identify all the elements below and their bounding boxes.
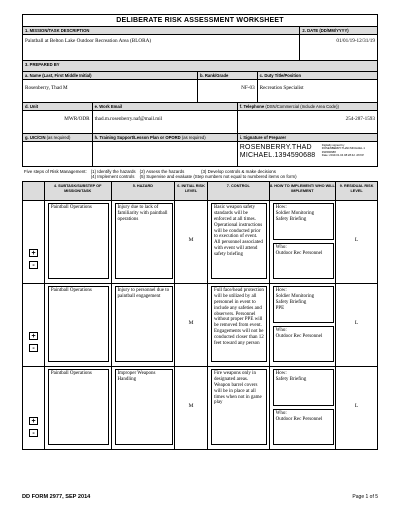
initial-risk-select[interactable]: M (188, 403, 194, 410)
duty-title-field (258, 72, 377, 102)
who-input[interactable]: Who: Outdoor Rec Personnel (273, 326, 334, 362)
five-steps-legend (22, 167, 378, 181)
step-5: (5) Supervise and evaluate (139, 174, 193, 180)
residual-risk-select[interactable]: L (354, 237, 359, 244)
signature-detail-4: Date: 2019.01.04 08:28:42 -06'00' (321, 153, 364, 158)
rank-label: b. Rank/Grade (198, 72, 257, 80)
unit-label: d. Unit (23, 103, 92, 111)
add-row-button[interactable]: + (29, 332, 38, 340)
name-label: a. Name (Last, First Middle Initial) (23, 72, 197, 80)
table-row (22, 367, 378, 450)
header-hazard: 5. HAZARD (112, 182, 176, 200)
uic-label: g. UIC/CIN (as required) (23, 134, 92, 142)
digital-signature (240, 144, 375, 160)
date-value[interactable]: 01/01/19-12/31/19 (336, 38, 375, 44)
training-support-field[interactable] (93, 134, 238, 166)
telephone-field (238, 103, 377, 133)
header-control: 7. CONTROL (208, 182, 270, 200)
prepared-by-label: 3. PREPARED BY (25, 62, 60, 67)
add-row-button[interactable]: + (29, 249, 38, 257)
control-input[interactable]: Fire weapons only in designated areas. Weapon barrel covers will be in place at all times when not in game play (211, 369, 267, 445)
risk-assessment-form (22, 14, 378, 450)
form-title: DELIBERATE RISK ASSESSMENT WORKSHEET (22, 14, 378, 27)
telephone-label: f. Telephone (DSN/Commercial (Include Area Code)) (238, 103, 377, 111)
control-input[interactable]: Full face/head protection will be utilized by all personnel in event to include any safeties and observers. Personnel without proper PPE will be removed from event. Engagements will not be conducted closer than 12 feet toward any person (211, 286, 267, 362)
table-row (22, 284, 378, 367)
add-row-button[interactable]: + (29, 417, 38, 425)
hazard-table-header (22, 181, 378, 201)
step-2: (2) Assess the hazards (139, 169, 185, 174)
row-controls (23, 201, 45, 283)
residual-risk-select[interactable]: L (354, 403, 359, 410)
rank-value[interactable]: NF-03 (241, 85, 255, 91)
signature-field[interactable] (238, 134, 377, 166)
signature-detail-1: Digitally signed by (321, 143, 345, 147)
training-support-label: h. Training Support/Lesson Plan or OPORD (as required) (93, 134, 237, 142)
who-input[interactable]: Who: Outdoor Rec Personnel (273, 409, 334, 445)
subtask-input[interactable]: Paintball Operations (48, 286, 109, 362)
remove-row-button[interactable]: - (29, 344, 38, 352)
email-value[interactable]: thad.m.rosenberry.naf@mail.mil (94, 116, 163, 122)
subtask-input[interactable]: Paintball Operations (48, 369, 109, 445)
header-residual-risk: 9. RESIDUAL RISK LEVEL (339, 184, 374, 193)
name-field (23, 72, 198, 102)
unit-field (23, 103, 93, 133)
row-controls (23, 284, 45, 366)
signature-label: i. Signature of Preparer (238, 134, 377, 142)
how-input[interactable]: How: Safety Briefing (273, 369, 334, 406)
header-how-who: 8. HOW TO IMPLEMENT/ WHO WILL IMPLEMENT (270, 182, 337, 200)
subtask-input[interactable]: Paintball Operations (48, 203, 109, 279)
mission-task-field (23, 27, 300, 60)
uic-field[interactable] (23, 134, 93, 166)
remove-row-button[interactable]: - (29, 429, 38, 437)
remove-row-button[interactable]: - (29, 261, 38, 269)
header-initial-risk: 6. INITIAL RISK LEVEL (175, 182, 208, 200)
signature-detail-3: 394590688 (321, 149, 336, 154)
duty-title-value[interactable]: Recreation Specialist (259, 85, 304, 91)
signature-detail-2: ROSENBERRY.THAD.MICHAEL.1 (321, 146, 365, 151)
email-field (93, 103, 238, 133)
signature-name-line1: ROSENBERRY.THAD (239, 144, 312, 151)
header-subtask: 4. SUBTASK/SUBSTEP OF MISSION/TASK (45, 182, 112, 200)
five-steps-intro: Five steps of Risk Management: (24, 169, 87, 174)
initial-risk-select[interactable]: M (188, 237, 194, 244)
date-field (300, 27, 377, 60)
date-label: 2. DATE (DD/MM/YYYY) (300, 27, 377, 35)
name-value[interactable]: Rosenberry, Thad M (25, 85, 68, 91)
who-input[interactable]: Who: Outdoor Rec Personnel (273, 243, 334, 279)
telephone-value[interactable]: 254-287-1593 (345, 116, 375, 122)
form-number: DD FORM 2977, SEP 2014 (22, 494, 91, 500)
hazard-input[interactable]: Injury due to lack of familiarity with paintball operations (115, 203, 173, 279)
unit-value[interactable]: MWR/ODR (64, 116, 90, 122)
how-input[interactable]: How: Soldier Monitoring Safety Briefing (273, 203, 334, 240)
table-row (22, 201, 378, 284)
residual-risk-select[interactable]: L (354, 320, 359, 327)
control-input[interactable]: Basic weapon safety standards will be enforced at all times. Operational instructions will be conducted prior to execution of event. All personnel associated with event will attend safety briefing (211, 203, 267, 279)
email-label: e. Work Email (93, 103, 237, 111)
duty-title-label: c. Duty Title/Position (258, 72, 377, 80)
hazard-input[interactable]: Injury to personnel due to paintball engagement (115, 286, 173, 362)
prepared-by-header (23, 61, 377, 71)
rank-field (198, 72, 258, 102)
step-3: (3) Develop controls & make decisions (201, 169, 276, 174)
page-number: Page 1 of 5 (352, 494, 378, 500)
row-controls (23, 367, 45, 449)
step-1: (1) Identify the hazards (90, 169, 136, 174)
hazard-input[interactable]: Improper Weapons Handling (115, 369, 173, 445)
how-input[interactable]: How: Soldier Monitoring Safety Briefing PPE (273, 286, 334, 323)
step-5-note: (Step numbers not equal to numbered items on form) (193, 174, 297, 180)
mission-task-label: 1. MISSION/TASK DESCRIPTION (23, 27, 299, 35)
step-4: (4) Implement controls (90, 174, 135, 180)
mission-task-value[interactable]: Paintball at Belton Lake Outdoor Recreation Area (BLORA) (25, 38, 152, 44)
signature-name-line2: MICHAEL.1394590688 (239, 152, 316, 159)
initial-risk-select[interactable]: M (188, 320, 194, 327)
